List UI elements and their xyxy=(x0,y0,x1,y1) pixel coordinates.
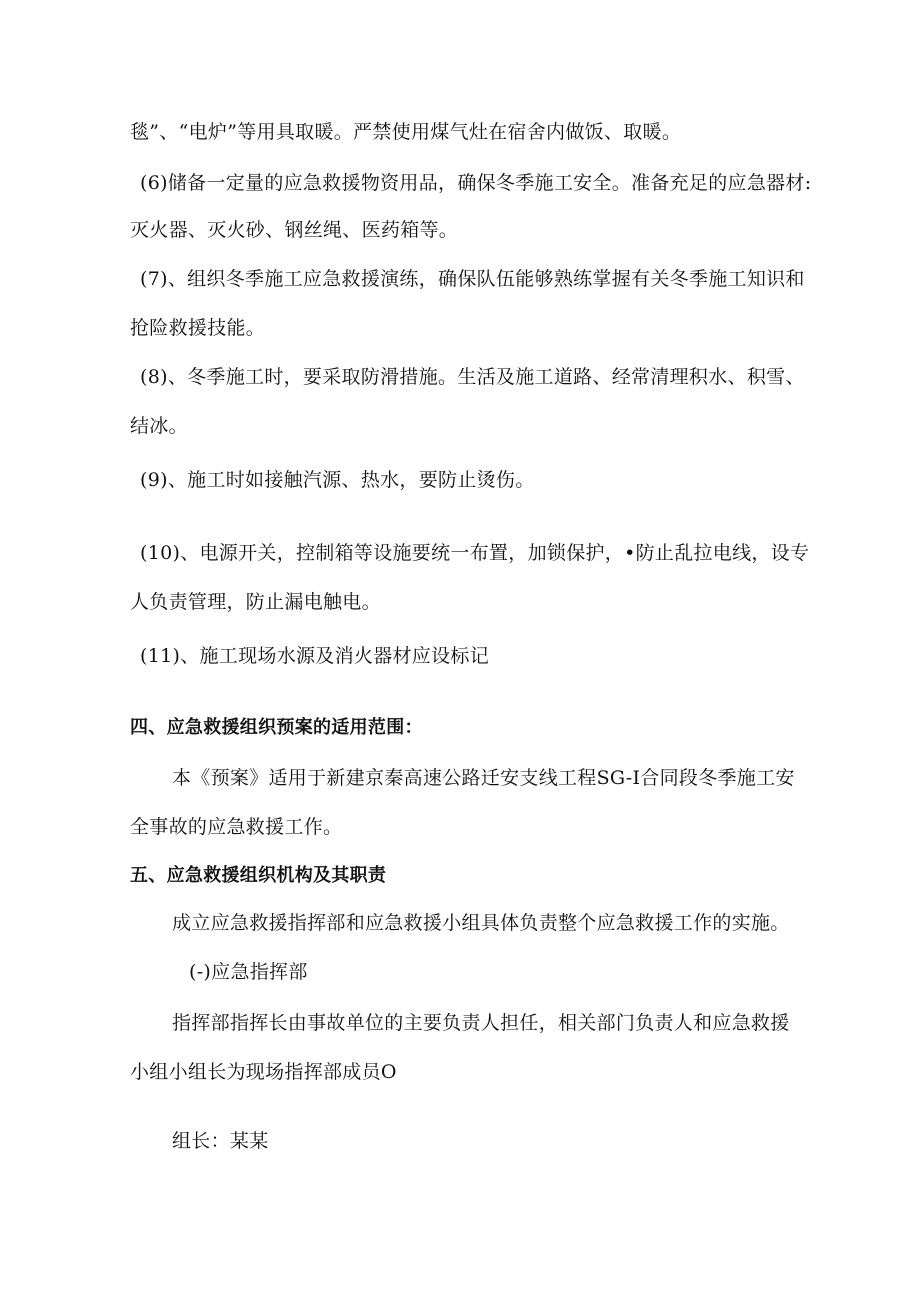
text-line: (8)、冬季施工时，要采取防滑措施。生活及施工道路、经常清理积水、积雪、 xyxy=(140,366,805,388)
text-line: 全事故的应急救援工作。 xyxy=(130,816,343,838)
text-line: 小组小组长为现场指挥部成员O xyxy=(130,1061,397,1083)
text-line: (9)、施工时如接触汽源、热水，要防止烫伤。 xyxy=(140,469,535,491)
text-line: 毯”、“电炉”等用具取暖。严禁使用煤气灶在宿舍内做饭、取暖。 xyxy=(130,121,682,143)
text-line: 结冰。 xyxy=(130,415,188,437)
text-line: 灭火器、灭火砂、钢丝绳、医药箱等。 xyxy=(130,219,459,241)
text-line: 成立应急救援指挥部和应急救援小组具体负责整个应急救援工作的实施。 xyxy=(172,912,790,934)
text-line: 组长：某某 xyxy=(172,1130,269,1152)
text-line: 抢险救援技能。 xyxy=(130,317,266,339)
text-line: 本《预案》适用于新建京秦高速公路迁安支线工程SG-I合同段冬季施工安 xyxy=(172,767,795,789)
text-line: 指挥部指挥长由事故单位的主要负责人担任，相关部门负责人和应急救援 xyxy=(172,1012,790,1034)
text-line: (11)、施工现场水源及消火器材应设标记 xyxy=(140,645,490,667)
subsection-heading: (-)应急指挥部 xyxy=(189,961,308,983)
text-line: (10)、电源开关，控制箱等设施要统一布置，加锁保护，•防止乱拉电线，设专 xyxy=(140,542,810,564)
section-heading: 四、应急救援组织预案的适用范围： xyxy=(130,717,423,738)
text-line: (6)储备一定量的应急救援物资用品，确保冬季施工安全。准备充足的应急器材: xyxy=(140,172,812,194)
text-line: (7)、组织冬季施工应急救援演练，确保队伍能够熟练掌握有关冬季施工知识和 xyxy=(140,268,805,290)
text-line: 人负责管理，防止漏电触电。 xyxy=(130,591,381,613)
section-heading: 五、应急救援组织机构及其职责 xyxy=(130,865,387,886)
